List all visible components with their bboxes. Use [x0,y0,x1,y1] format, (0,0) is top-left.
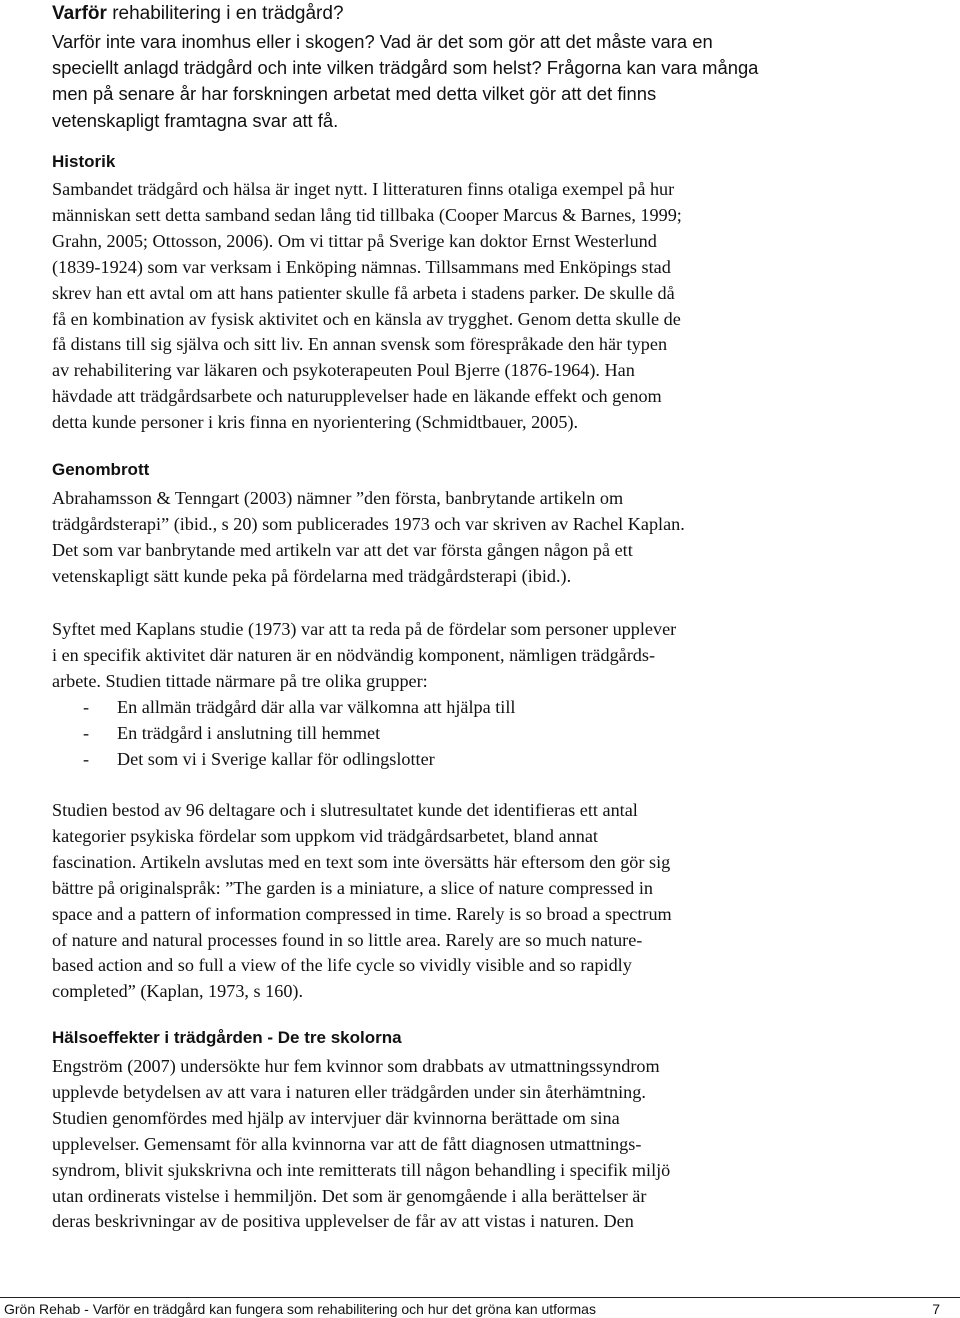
text-line: Varför inte vara inomhus eller i skogen? Vad är det som gör att det måste vara en [52,31,713,52]
text-line: detta kunde personer i kris finna en nyorientering (Schmidtbauer, 2005). [52,412,579,433]
list-dash: - [83,748,90,769]
text-line: deras beskrivningar av de positiva upplevelser de får av att vistas i naturen. Den [52,1211,634,1232]
genombrott-paragraph-3 [52,798,912,1005]
text-line: syndrom, blivit sjukskrivna och inte remitterats till någon behandling i specifik miljö [52,1159,671,1180]
page-title-rest: rehabilitering i en trädgård? [106,3,344,24]
text-line: Grahn, 2005; Ottosson, 2006). Om vi tittar på Sverige kan doktor Ernst Westerlund [52,230,657,251]
text-line: fascination. Artikeln avslutas med en text som inte översätts här eftersom den gör sig [52,851,671,872]
page-number: 7 [932,1301,940,1317]
text-line: (1839-1924) som var verksam i Enköping nämnas. Tillsammans med Enköpings stad [52,256,671,277]
text-line: få distans till sig själva och sitt liv. En annan svensk som förespråkade den här typen [52,334,668,355]
page-footer [4,1301,940,1318]
genombrott-paragraph-1 [52,486,912,590]
text-line: based action and so full a view of the life cycle so vividly visible and so rapidly [52,955,632,976]
heading-historik: Historik [52,152,116,171]
text-line: utan ordinerats vistelse i hemmiljön. Det som är genomgående i alla berättelser är [52,1185,647,1206]
text-line: hävdade att trädgårdsarbete och naturupplevelser hade en läkande effekt och genom [52,386,662,407]
text-line: upplevde betydelsen av att vara i naturen eller trädgården under sin återhämtning. [52,1081,646,1102]
text-line: vetenskapligt framtagna svar att få. [52,109,339,131]
text-line: space and a pattern of information compressed in time. Rarely is so broad a spectrum [52,903,672,924]
list-dash: - [83,696,90,717]
text-line: bättre på originalspråk: ”The garden is a miniature, a slice of nature compressed in [52,877,653,898]
text-line: speciellt anlagd trädgård och inte vilken trädgård som helst? Frågorna kan vara många [52,57,759,79]
text-line: kategorier psykiska fördelar som uppkom vid trädgårdsarbetet, bland annat [52,825,598,846]
list-item-text: Det som vi i Sverige kallar för odlingslotter [117,748,435,769]
text-line: vetenskapligt sätt kunde peka på fördelarna med trädgårdsterapi (ibid.). [52,565,572,586]
text-line: Det som var banbrytande med artikeln var att det var första gången någon på ett [52,539,633,560]
text-line: Engström (2007) undersökte hur fem kvinnor som drabbats av utmattningssyndrom [52,1056,660,1076]
list-item-text: En trädgård i anslutning till hemmet [117,722,381,743]
text-line: få en kombination av fysisk aktivitet och en känsla av trygghet. Genom detta skulle de [52,308,681,329]
text-line: upplevelser. Gemensamt för alla kvinnorna var att de fått diagnosen utmattnings- [52,1133,642,1154]
page-title-bold: Varför [52,3,107,24]
list-item [52,695,912,721]
text-line: completed” (Kaplan, 1973, s 160). [52,981,304,1002]
text-line: arbete. Studien tittade närmare på tre olika grupper: [52,670,428,691]
heading-genombrott: Genombrott [52,460,150,479]
text-line: Syftet med Kaplans studie (1973) var att ta reda på de fördelar som personer upplever [52,619,677,639]
text-line: Sambandet trädgård och hälsa är inget nytt. I litteraturen finns otaliga exempel på hur [52,179,675,199]
text-line: men på senare år har forskningen arbetat med detta vilket gör att det finns [52,83,657,105]
footer-divider [0,1297,960,1298]
text-line: trädgårdsterapi” (ibid., s 20) som publicerades 1973 och var skriven av Rachel Kaplan. [52,513,685,534]
text-line: of nature and natural processes found in so little area. Rarely are so much nature- [52,929,643,950]
heading-halsoeffekter: Hälsoeffekter i trädgården - De tre skolorna [52,1028,402,1047]
text-line: i en specifik aktivitet där naturen är en nödvändig komponent, nämligen trädgårds- [52,644,656,665]
text-line: människan sett detta samband sedan lång tid tillbaka (Cooper Marcus & Barnes, 1999; [52,204,682,225]
halsoeffekter-paragraph [52,1054,912,1235]
list-item [52,747,912,773]
intro-paragraph [52,29,912,134]
text-line: Studien genomfördes med hjälp av intervjuer där kvinnorna berättade om sina [52,1107,620,1128]
text-line: skrev han ett avtal om att hans patienter skulle få arbeta i stadens parker. De skulle då [52,282,675,303]
footer-text: Grön Rehab - Varför en trädgård kan fungera som rehabilitering och hur det gröna kan utformas [4,1301,596,1317]
page-title [52,2,344,26]
text-line: av rehabilitering var läkaren och psykoterapeuten Poul Bjerre (1876-1964). Han [52,360,635,381]
list-dash: - [83,722,90,743]
genombrott-paragraph-2 [52,617,912,772]
list-item-text: En allmän trädgård där alla var välkomna att hjälpa till [117,696,516,717]
text-line: Abrahamsson & Tenngart (2003) nämner ”den första, banbrytande artikeln om [52,488,624,508]
historik-paragraph [52,177,912,436]
text-line: Studien bestod av 96 deltagare och i slutresultatet kunde det identifieras ett antal [52,800,638,820]
list-item [52,721,912,747]
